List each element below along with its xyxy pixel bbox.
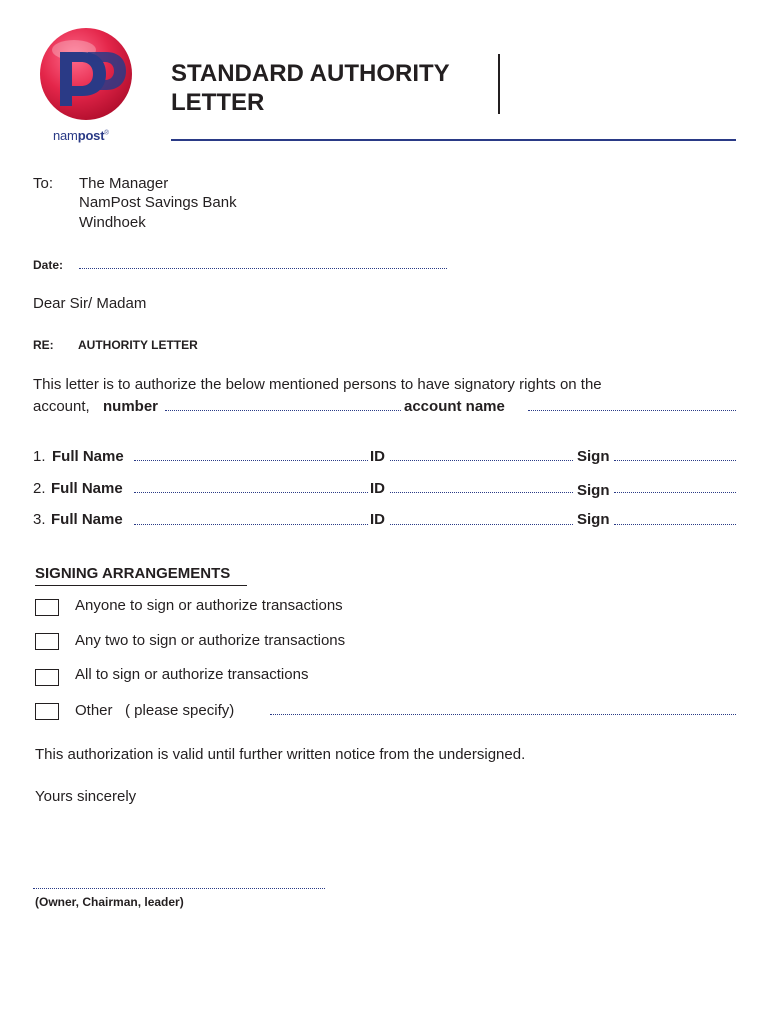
full-name-label: Full Name — [51, 480, 123, 497]
title-line-2: LETTER — [171, 89, 265, 116]
nampost-logo-icon — [36, 28, 138, 120]
id-field[interactable] — [390, 492, 573, 493]
account-number-field[interactable] — [165, 410, 401, 411]
intro-line-1: This letter is to authorize the below mentioned persons to have signatory rights on the — [33, 376, 602, 393]
sign-label: Sign — [577, 482, 610, 499]
option-any-two-label: Any two to sign or authorize transactions — [75, 632, 346, 649]
sign-label: Sign — [577, 511, 610, 528]
signatory-number: 2. — [33, 480, 46, 497]
intro-line-2-prefix: account, — [33, 398, 90, 415]
account-name-field[interactable] — [528, 410, 736, 411]
document-title — [171, 59, 450, 117]
full-name-field[interactable] — [134, 524, 368, 525]
id-field[interactable] — [390, 524, 573, 525]
option-all-label: All to sign or authorize transactions — [75, 666, 309, 683]
sign-field[interactable] — [614, 460, 736, 461]
address-line-1: The Manager — [79, 175, 169, 192]
full-name-field[interactable] — [134, 492, 368, 493]
option-other-label: Other ( please specify) — [75, 702, 235, 719]
title-divider-vertical — [498, 54, 500, 114]
option-other-checkbox[interactable] — [35, 703, 59, 720]
full-name-label: Full Name — [52, 448, 124, 465]
validity-statement: This authorization is valid until further written notice from the undersigned. — [35, 746, 526, 763]
number-label: number — [103, 398, 159, 415]
other-specify-field[interactable] — [270, 714, 736, 715]
account-name-label: account name — [404, 398, 505, 415]
option-any-two-checkbox[interactable] — [35, 633, 59, 650]
date-field[interactable] — [79, 268, 447, 269]
full-name-field[interactable] — [134, 460, 368, 461]
signatory-number: 3. — [33, 511, 46, 528]
address-line-2: NamPost Savings Bank — [79, 194, 237, 211]
signature-line[interactable] — [33, 888, 325, 889]
re-label: RE: — [33, 338, 54, 352]
brand-name-light: nam — [53, 128, 78, 143]
id-field[interactable] — [390, 460, 573, 461]
header-rule — [171, 139, 736, 141]
option-anyone-checkbox[interactable] — [35, 599, 59, 616]
brand-wordmark — [53, 128, 109, 143]
date-label: Date: — [33, 258, 64, 272]
option-all-checkbox[interactable] — [35, 669, 59, 686]
re-subject: AUTHORITY LETTER — [78, 338, 198, 352]
sign-field[interactable] — [614, 492, 736, 493]
signing-arrangements-heading: SIGNING ARRANGEMENTS — [35, 565, 247, 586]
sign-field[interactable] — [614, 524, 736, 525]
registered-mark: ® — [104, 130, 109, 137]
id-label: ID — [370, 448, 385, 465]
title-line-1: STANDARD AUTHORITY — [171, 60, 450, 87]
brand-name-bold: post — [77, 128, 105, 143]
id-label: ID — [370, 511, 385, 528]
full-name-label: Full Name — [51, 511, 123, 528]
sign-label: Sign — [577, 448, 610, 465]
signatory-number: 1. — [33, 448, 46, 465]
option-anyone-label: Anyone to sign or authorize transactions — [75, 597, 343, 614]
to-label: To: — [33, 175, 54, 192]
signature-caption: (Owner, Chairman, leader) — [35, 895, 184, 909]
address-line-3: Windhoek — [79, 214, 146, 231]
id-label: ID — [370, 480, 385, 497]
salutation: Dear Sir/ Madam — [33, 295, 147, 312]
closing: Yours sincerely — [35, 788, 137, 805]
